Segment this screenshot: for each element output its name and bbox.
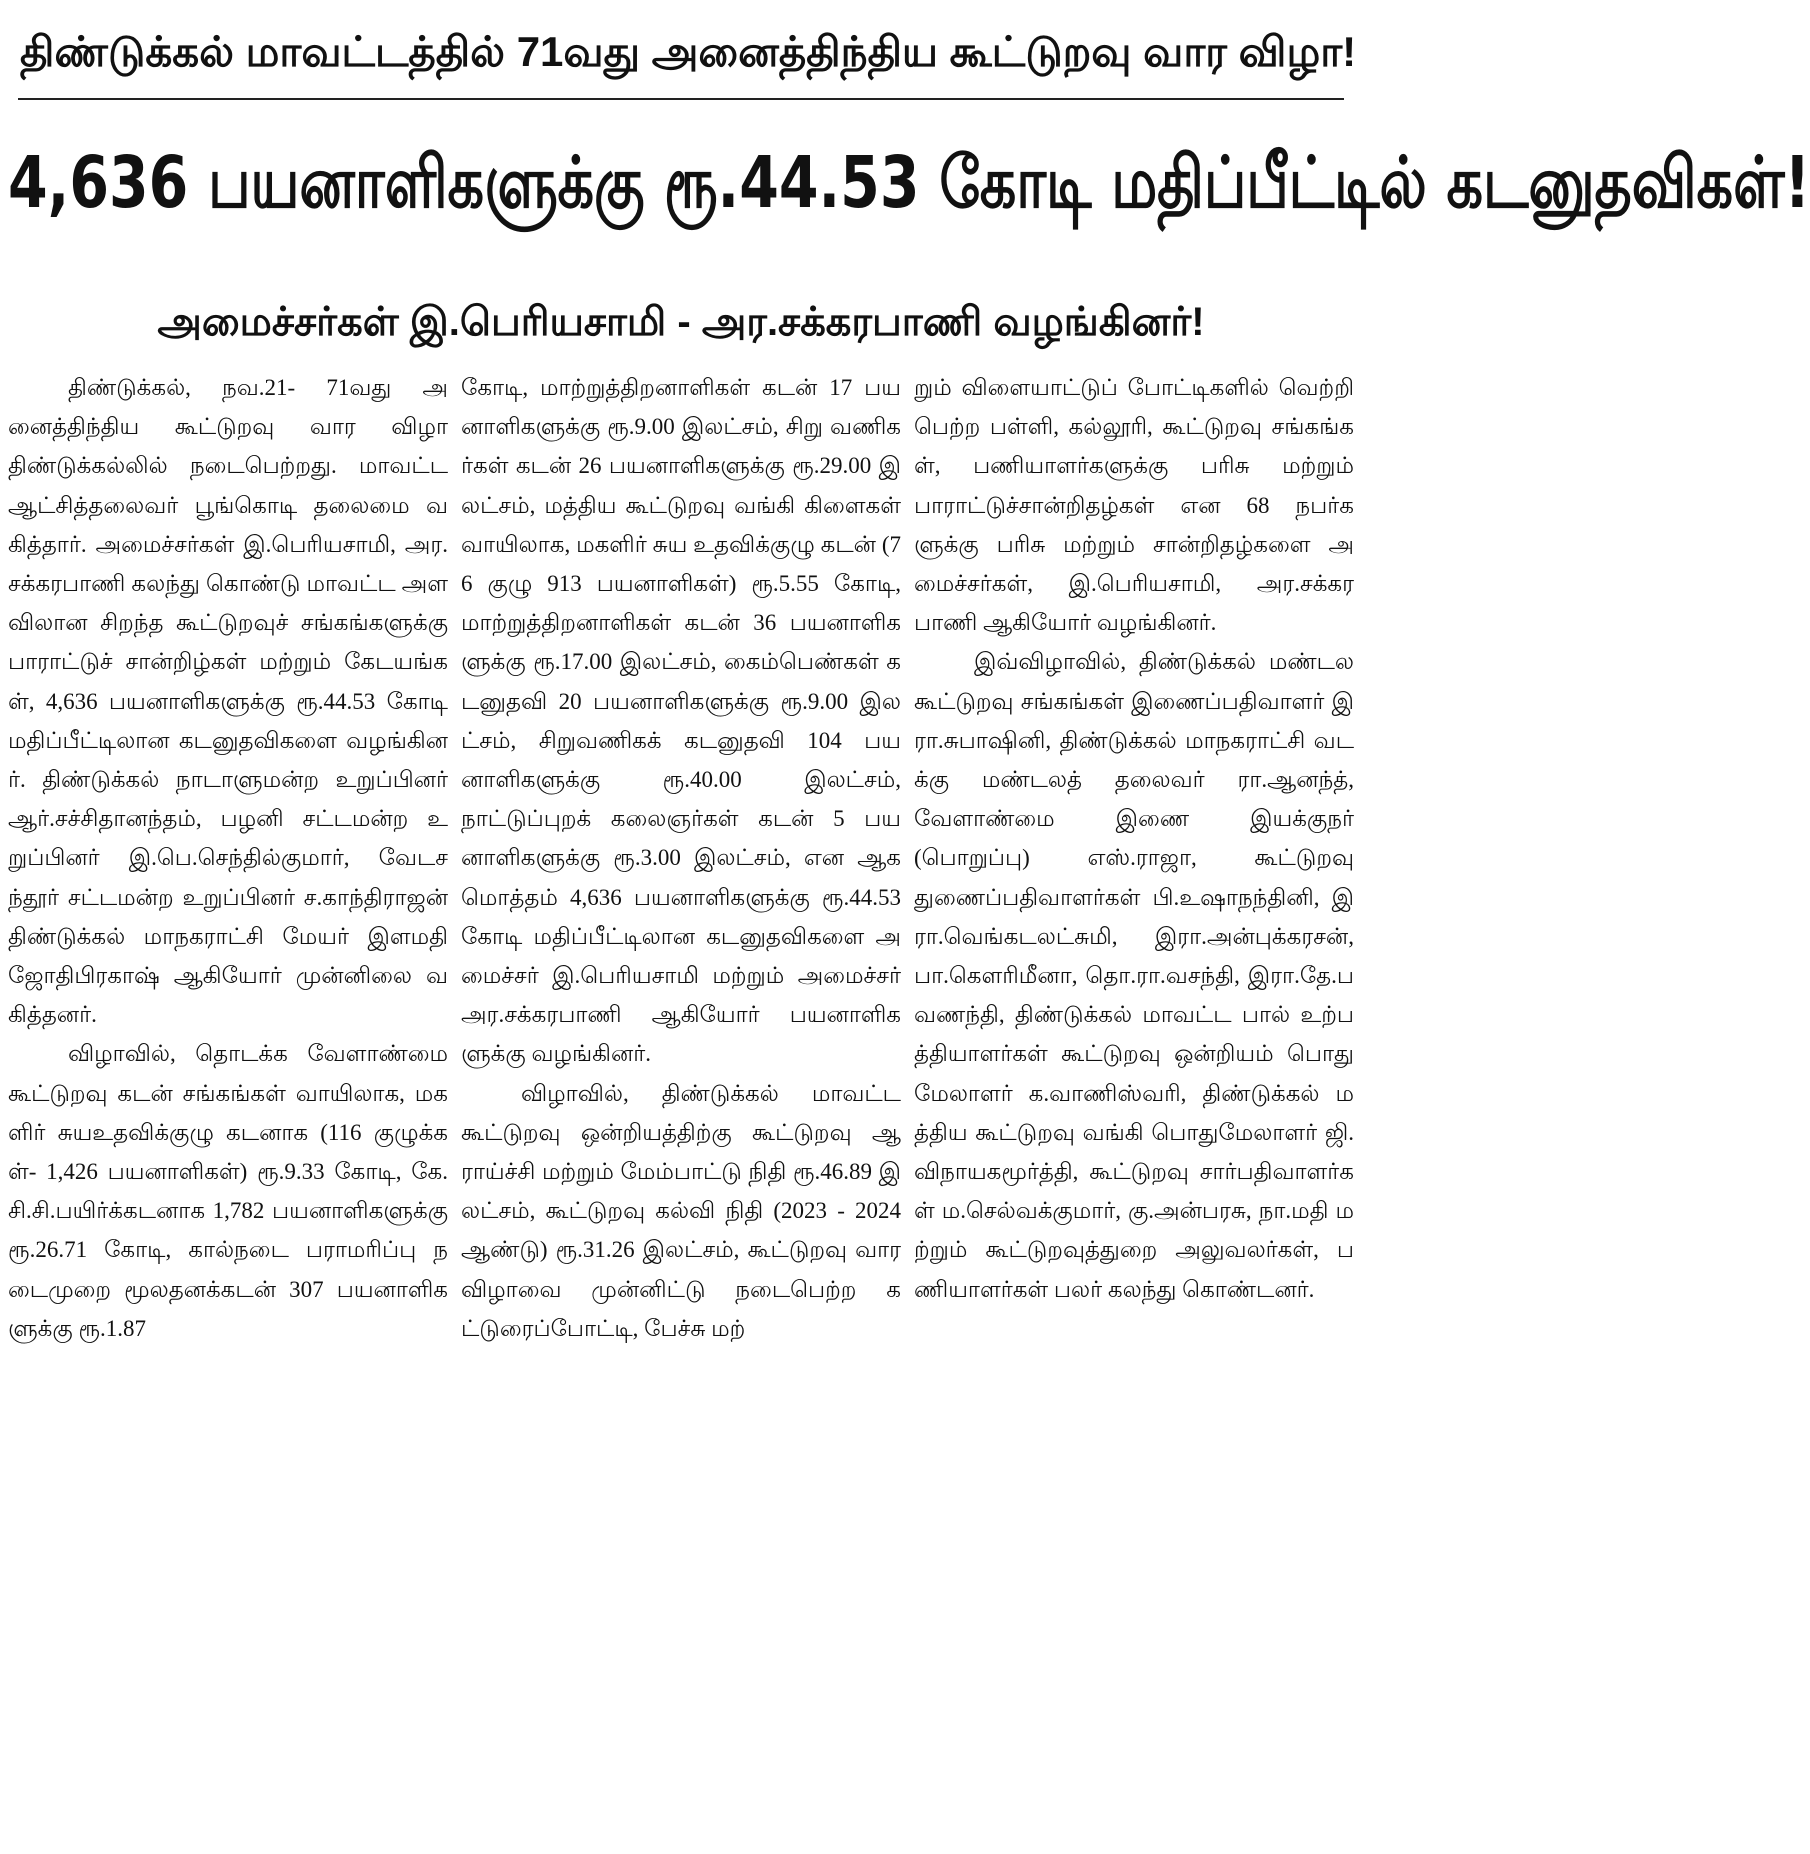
- main-headline: 4,636 பயனாளிகளுக்கு ரூ.44.53 கோடி மதிப்பீட்டில் கடனுதவிகள்!: [8, 141, 1810, 225]
- article-paragraph: விழாவில், திண்டுக்கல் மாவட்ட கூட்டுறவு ஒன்றியத்திற்கு கூட்டுறவு ஆராய்ச்சி மற்றும் மேம்பாட்டு நிதி ரூ.46.89 இலட்சம், கூட்டுறவு கல்வி நிதி (2023 - 2024 ஆண்டு) ரூ.31.26 இலட்சம், கூட்டுறவு வாரவிழாவை முன்னிட்டு நடைபெற்ற கட்டுரைப்போட்டி, பேச்சு மற்: [461, 1080, 901, 1341]
- article-column-1: [8, 368, 448, 1848]
- article-paragraph: றும் விளையாட்டுப் போட்டிகளில் வெற்றி பெற்ற பள்ளி, கல்லூரி, கூட்டுறவு சங்கங்கள், பணியாளர்களுக்கு பரிசு மற்றும் பாராட்டுச்சான்றிதழ்கள் என 68 நபர்களுக்கு பரிசு மற்றும் சான்றிதழ்களை அமைச்சர்கள், இ.பெரியசாமி, அர.சக்கரபாணி ஆகியோர் வழங்கினர்.: [914, 375, 1354, 636]
- sub-headline: அமைச்சர்கள் இ.பெரியசாமி - அர.சக்கரபாணி வழங்கினர்!: [157, 300, 1205, 344]
- article-paragraph: திண்டுக்கல், நவ.21- 71வது அனைத்திந்திய கூட்டுறவு வார விழா திண்டுக்கல்லில் நடைபெற்றது. மாவட்ட ஆட்சித்தலைவர் பூங்கொடி தலைமை வகித்தார். அமைச்சர்கள் இ.பெரியசாமி, அர.சக்கரபாணி கலந்து கொண்டு மாவட்ட அளவிலான சிறந்த கூட்டுறவுச் சங்கங்களுக்கு பாராட்டுச் சான்றிழ்கள் மற்றும் கேடயங்கள், 4,636 பயனாளிகளுக்கு ரூ.44.53 கோடி மதிப்பீட்டிலான கடனுதவிகளை வழங்கினர். திண்டுக்கல் நாடாளுமன்ற உறுப்பினர் ஆர்.சச்சிதானந்தம், பழனி சட்டமன்ற உறுப்பினர் இ.பெ.செந்தில்குமார், வேடசந்தூர் சட்டமன்ற உறுப்பினர் ச.காந்திராஜன் திண்டுக்கல் மாநகராட்சி மேயர் இளமதி ஜோதிபிரகாஷ் ஆகியோர் முன்னிலை வகித்தனர்.: [8, 375, 448, 1028]
- kicker-headline: திண்டுக்கல் மாவட்டத்தில் 71வது அனைத்திந்திய கூட்டுறவு வார விழா!: [20, 28, 1357, 75]
- article-column-2: [461, 368, 901, 1848]
- article-paragraph: கோடி, மாற்றுத்திறனாளிகள் கடன் 17 பயனாளிகளுக்கு ரூ.9.00 இலட்சம், சிறு வணிகர்கள் கடன் 26 பயனாளிகளுக்கு ரூ.29.00 இலட்சம், மத்திய கூட்டுறவு வங்கி கிளைகள் வாயிலாக, மகளிர் சுய உதவிக்குழு கடன் (76 குழு 913 பயனாளிகள்) ரூ.5.55 கோடி, மாற்றுத்திறனாளிகள் கடன் 36 பயனாளிகளுக்கு ரூ.17.00 இலட்சம், கைம்பெண்கள் கடனுதவி 20 பயனாளிகளுக்கு ரூ.9.00 இலட்சம், சிறுவணிகக் கடனுதவி 104 பயனாளிகளுக்கு ரூ.40.00 இலட்சம், நாட்டுப்புறக் கலைஞர்கள் கடன் 5 பயனாளிகளுக்கு ரூ.3.00 இலட்சம், என ஆக மொத்தம் 4,636 பயனாளிகளுக்கு ரூ.44.53 கோடி மதிப்பீட்டிலான கடனுதவிகளை அமைச்சர் இ.பெரியசாமி மற்றும் அமைச்சர் அர.சக்கரபாணி ஆகியோர் பயனாளிகளுக்கு வழங்கினர்.: [461, 375, 901, 1067]
- article-column-3: [914, 368, 1354, 1848]
- article-paragraph: விழாவில், தொடக்க வேளாண்மை கூட்டுறவு கடன் சங்கங்கள் வாயிலாக, மகளிர் சுயஉதவிக்குழு கடனாக (116 குழுக்கள்- 1,426 பயனாளிகள்) ரூ.9.33 கோடி, கே.சி.சி.பயிர்க்கடனாக 1,782 பயனாளிகளுக்கு ரூ.26.71 கோடி, கால்நடை பராமரிப்பு நடைமுறை மூலதனக்கடன் 307 பயனாளிகளுக்கு ரூ.1.87: [8, 1041, 448, 1341]
- article-paragraph: இவ்விழாவில், திண்டுக்கல் மண்டல கூட்டுறவு சங்கங்கள் இணைப்பதிவாளர் இரா.சுபாஷினி, திண்டுக்கல் மாநகராட்சி வடக்கு மண்டலத் தலைவர் ரா.ஆனந்த், வேளாண்மை இணை இயக்குநர் (பொறுப்பு) எஸ்.ராஜா, கூட்டுறவு துணைப்பதிவாளர்கள் பி.உஷாநந்தினி, இரா.வெங்கடலட்சுமி, இரா.அன்புக்கரசன், பா.கௌரிமீனா, தொ.ரா.வசந்தி, இரா.தே.பவணந்தி, திண்டுக்கல் மாவட்ட பால் உற்பத்தியாளர்கள் கூட்டுறவு ஒன்றியம் பொது மேலாளர் க.வாணிஸ்வரி, திண்டுக்கல் மத்திய கூட்டுறவு வங்கி பொதுமேலாளர் ஜி.விநாயகமூர்த்தி, கூட்டுறவு சார்பதிவாளர்கள் ம.செல்வக்குமார், கு.அன்பரசு, நா.மதி மற்றும் கூட்டுறவுத்துறை அலுவலர்கள், பணியாளர்கள் பலர் கலந்து கொண்டனர்.: [914, 649, 1354, 1302]
- article-body: [8, 368, 1354, 1848]
